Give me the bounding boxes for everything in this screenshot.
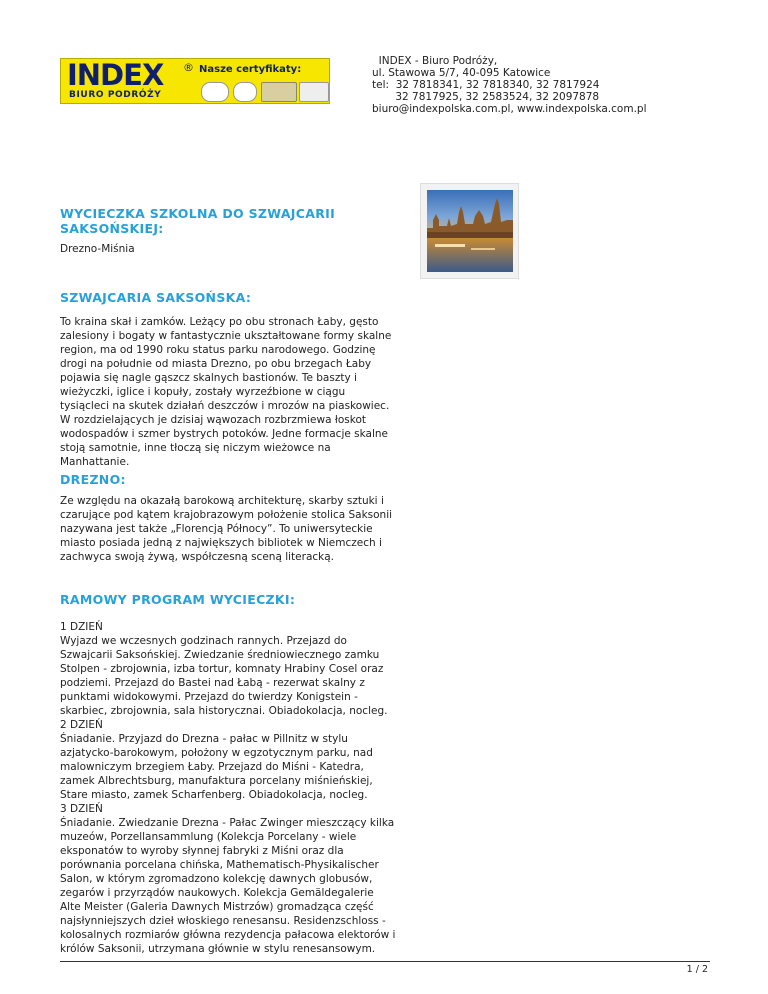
certificates-label: Nasze certyfikaty: (199, 64, 302, 75)
company-address (372, 55, 662, 115)
text-line: podziemi. Przejazd do Bastei nad Łabą - rezerwat skalny z (60, 677, 365, 689)
address-line: tel: 32 7818341, 32 7818340, 32 7817924 (372, 79, 600, 91)
text-line: nazywana jest także „Florencją Północy”. To uniwersyteckie (60, 523, 373, 535)
text-line: punktami widokowymi. Przejazd do twierdzy Konigstein - (60, 691, 358, 703)
text-line: muzeów, Porzellansammlung (Kolekcja Porcelany - wiele (60, 831, 357, 843)
text-line: wodospadów i szmer bystrych potoków. Jedne formacje skalne (60, 428, 388, 440)
program-heading: RAMOWY PROGRAM WYCIECZKI: (60, 592, 296, 607)
text-line: wieżyczki, iglice i kopuły, zostały wyrzeźbione w ciągu (60, 386, 346, 398)
address-line: INDEX - Biuro Podróży, (372, 55, 498, 67)
dresden-photo-frame (420, 183, 519, 279)
registered-mark: ® (183, 61, 194, 74)
text-line: Stolpen - zbrojownia, izba tortur, komnaty Hrabiny Cosel oraz (60, 663, 384, 675)
address-line: biuro@indexpolska.com.pl, www.indexpolska.com.pl (372, 103, 647, 115)
text-line: Manhattanie. (60, 456, 130, 468)
text-line: azjatycko-barokowym, położony w egzotycznym parku, nad (60, 747, 373, 759)
text-line: Śniadanie. Przyjazd do Drezna - pałac w Pillnitz w stylu (60, 733, 348, 745)
program-paragraph (60, 620, 395, 956)
text-line: miasto posiada jedną z największych bibliotek w Niemczech i (60, 537, 382, 549)
text-line: kolosalnych rozmiarów główna rezydencja pałacowa elektorów i (60, 929, 396, 941)
text-line: Stare miasto, zamek Scharfenberg. Obiadokolacja, nocleg. (60, 789, 368, 801)
saxony-heading: SZWAJCARIA SAKSOŃSKA: (60, 290, 252, 305)
certificate-badge-icon (201, 82, 229, 102)
text-line: stoją samotnie, inne tłoczą się niczym wieżowce na (60, 442, 331, 454)
text-line: Szwajcarii Saksońskiej. Zwiedzanie średniowiecznego zamku (60, 649, 380, 661)
text-line: zegarów i przyrządów naukowych. Kolekcja Gemäldegalerie (60, 887, 374, 899)
text-line: najsłynniejszych dzieł włoskiego renesansu. Residenzschloss - (60, 915, 386, 927)
main-subtitle: Drezno-Miśnia (60, 243, 135, 255)
text-line: 3 DZIEŃ (60, 803, 103, 815)
text-line: region, ma od 1990 roku status parku narodowego. Godzinę (60, 344, 376, 356)
certificate-badge-icon (299, 82, 329, 102)
text-line: zachwyca swoją żywą, współczesną sceną literacką. (60, 551, 335, 563)
text-line: Śniadanie. Zwiedzanie Drezna - Pałac Zwinger mieszczący kilka (60, 817, 395, 829)
text-line: zamek Albrechtsburg, manufaktura porcelany miśnieńskiej, (60, 775, 373, 787)
text-line: To kraina skał i zamków. Leżący po obu stronach Łaby, gęsto (60, 316, 379, 328)
title-line: WYCIECZKA SZKOLNA DO SZWAJCARII (60, 206, 336, 221)
company-logo (60, 58, 330, 104)
text-line: drogi na południe od miasta Drezno, po obu brzegach Łaby (60, 358, 372, 370)
text-line: pojawia się nagle gąszcz skalnych bastionów. Te baszty i (60, 372, 357, 384)
saxony-paragraph (60, 315, 391, 469)
text-line: Salon, w którym zgromadzono kolekcję dawnych globusów, (60, 873, 373, 885)
logo-subtitle: BIURO PODRÓŻY (69, 90, 162, 100)
text-line: zalesiony i bogaty w fantastycznie ukształtowane formy skalne (60, 330, 392, 342)
text-line: Ze względu na okazałą barokową architekturę, skarby sztuki i (60, 495, 384, 507)
certificate-badge-icon (261, 82, 297, 102)
text-line: królów Saksonii, utrzymana głównie w stylu renesansowym. (60, 943, 376, 955)
logo-brand: INDEX (67, 58, 164, 92)
text-line: czarujące pod kątem krajobrazowym położenie stolica Saksonii (60, 509, 393, 521)
text-line: Wyjazd we wczesnych godzinach rannych. Przejazd do (60, 635, 347, 647)
certificate-badge-icon (233, 82, 257, 102)
text-line: 1 DZIEŃ (60, 621, 103, 633)
dresden-paragraph (60, 494, 392, 564)
dresden-photo (427, 190, 513, 272)
main-title (60, 206, 335, 236)
text-line: malowniczym brzegiem Łaby. Przejazd do Miśni - Katedra, (60, 761, 364, 773)
dresden-heading: DREZNO: (60, 472, 126, 487)
text-line: W rozdzielających je dzisiaj wąwozach rozbrzmiewa łoskot (60, 414, 366, 426)
text-line: 2 DZIEŃ (60, 719, 103, 731)
title-line: SAKSOŃSKIEJ: (60, 221, 164, 236)
text-line: tysiącleci na skutek działań deszczów i mrozów na piaskowiec. (60, 400, 390, 412)
text-line: porównania porcelana chińska, Mathematisch-Physikalischer (60, 859, 379, 871)
address-line: 32 7817925, 32 2583524, 32 2097878 (372, 91, 600, 103)
page-number: 1 / 2 (686, 964, 708, 975)
address-line: ul. Stawowa 5/7, 40-095 Katowice (372, 67, 551, 79)
footer-divider (60, 961, 710, 962)
text-line: eksponatów to wyroby słynnej fabryki z Miśni oraz dla (60, 845, 344, 857)
text-line: Alte Meister (Galeria Dawnych Mistrzów) gromadząca część (60, 901, 374, 913)
text-line: skarbiec, zbrojownia, sala historycznai. Obiadokolacja, nocleg. (60, 705, 388, 717)
